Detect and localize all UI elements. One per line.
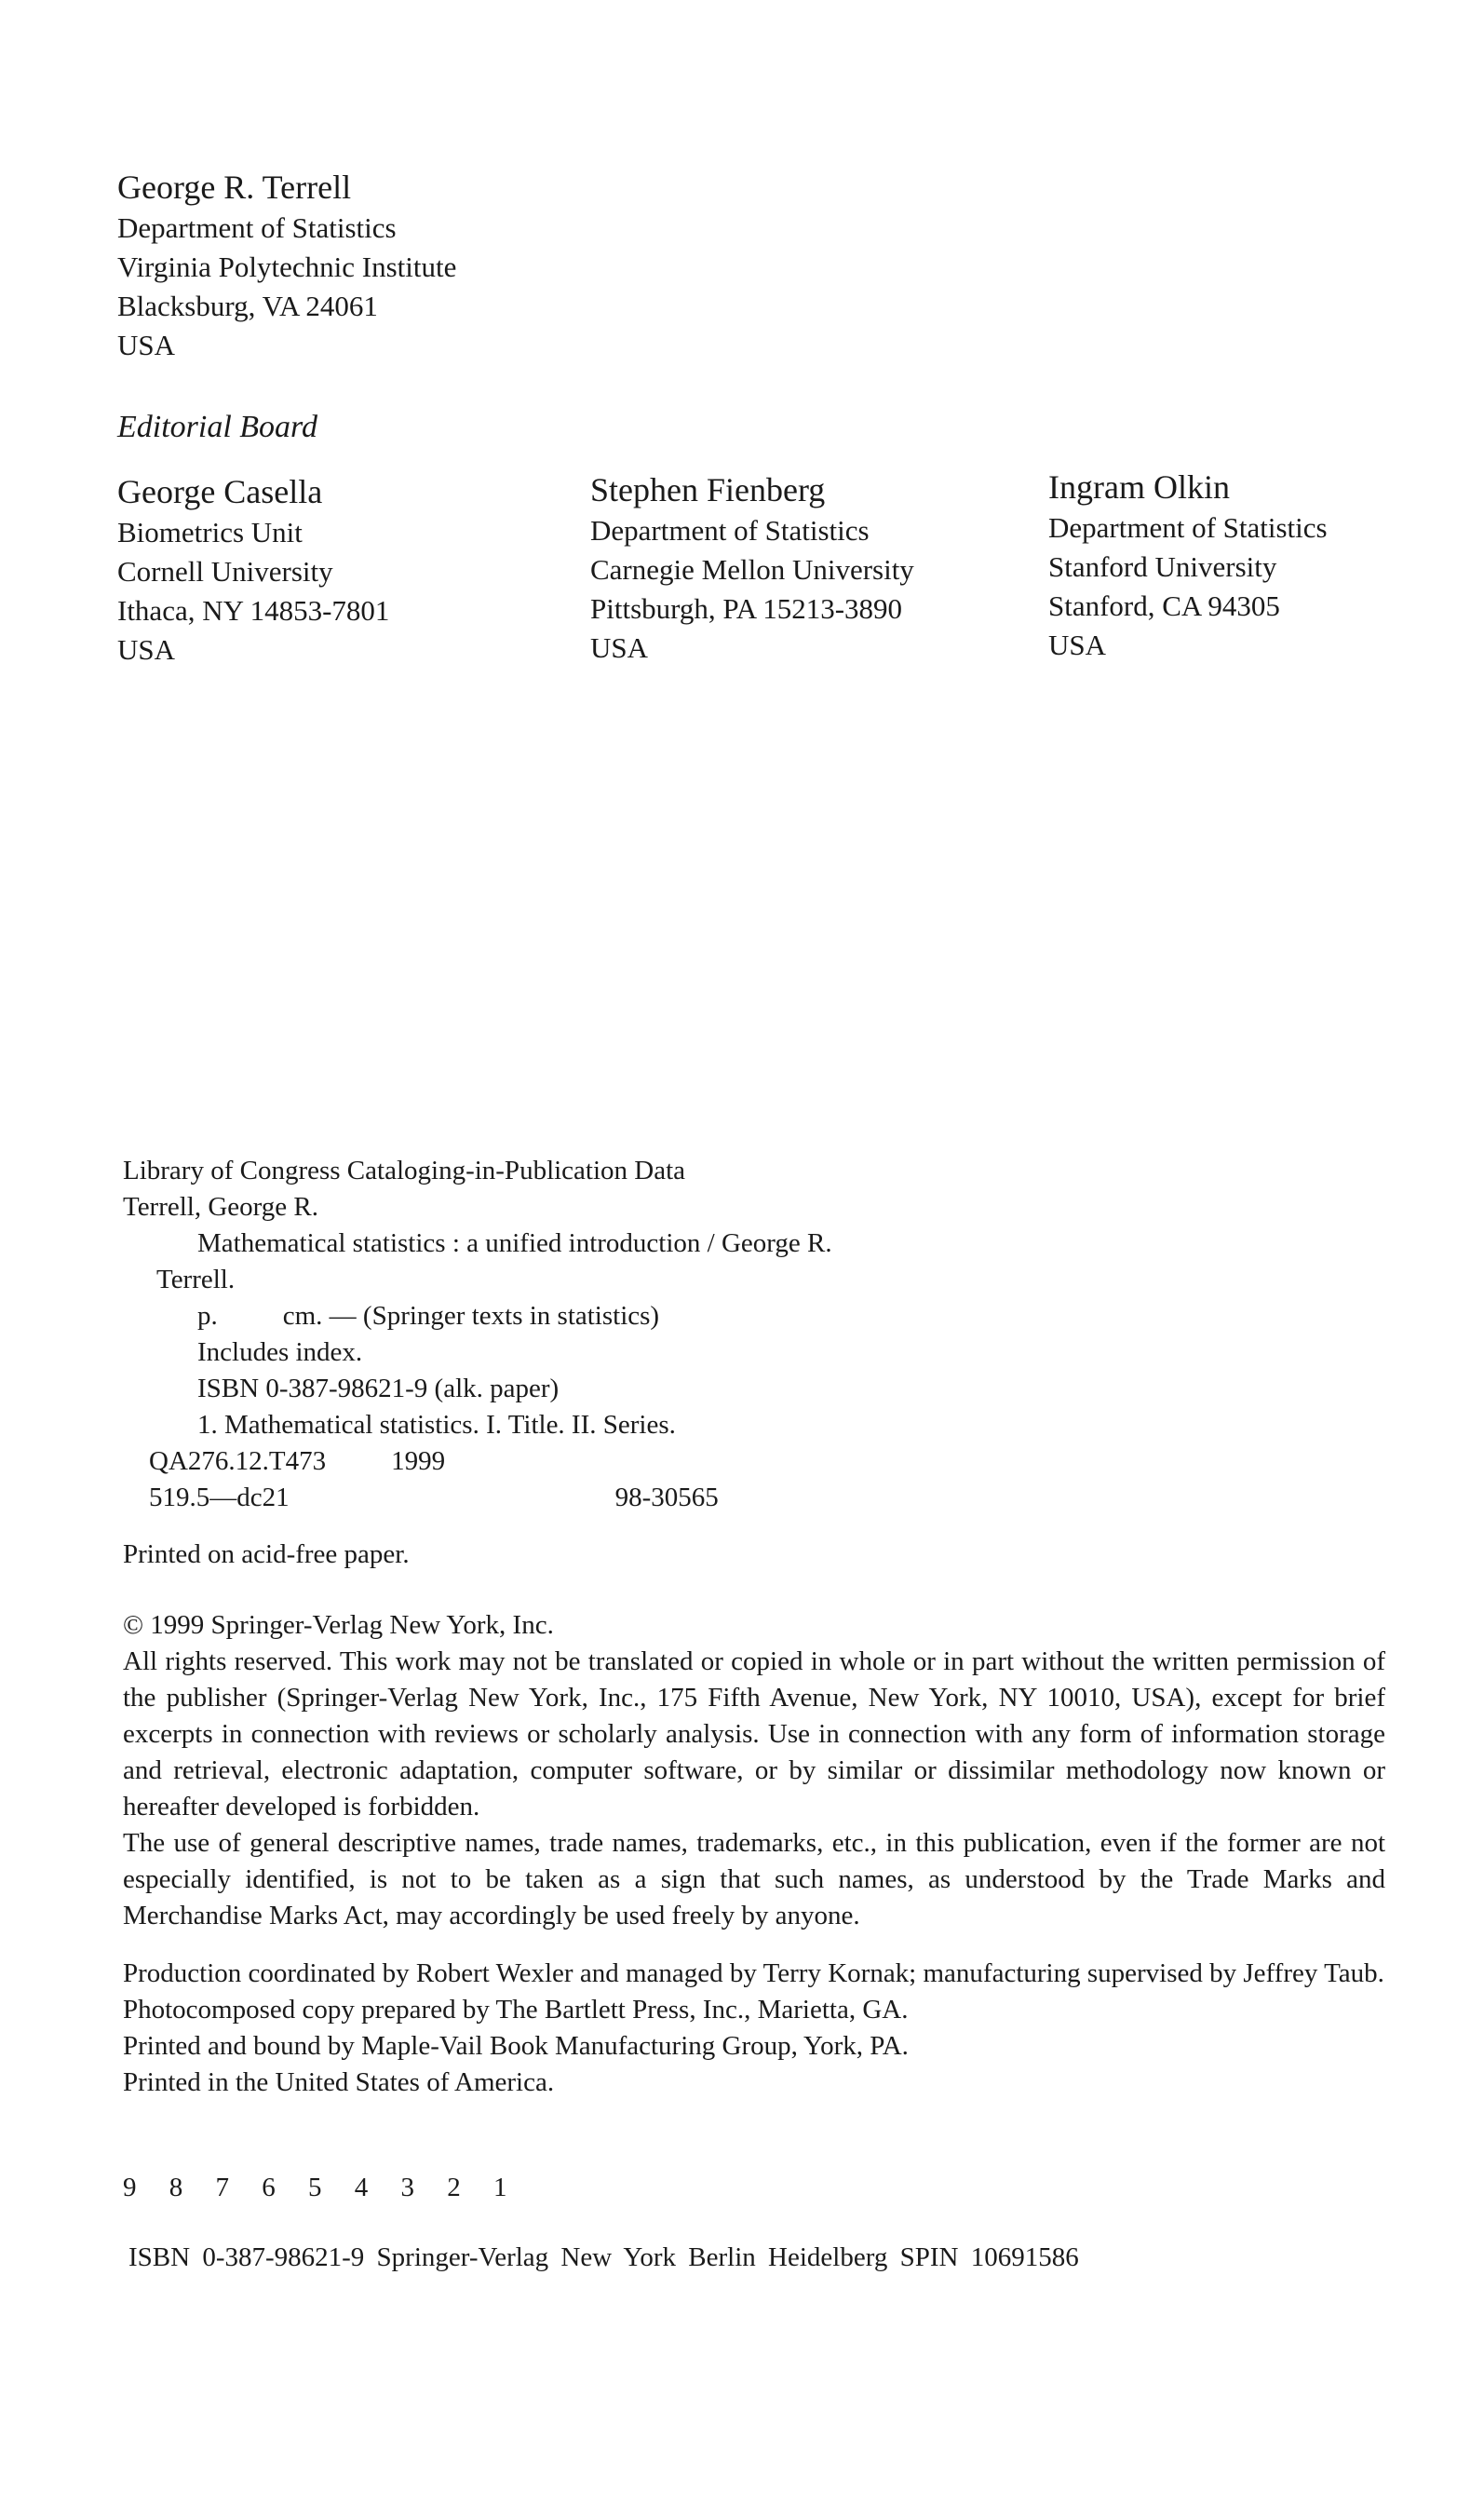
author-address-block — [117, 166, 456, 365]
author-name: George R. Terrell — [117, 169, 352, 206]
cip-dewey: 519.5—dc21 — [149, 1483, 290, 1512]
cip-heading: Library of Congress Cataloging-in-Publication Data — [123, 1156, 686, 1185]
cataloging-in-publication-data — [123, 1153, 1054, 1516]
author-department: Department of Statistics — [117, 211, 397, 244]
board-member-unit: Department of Statistics — [1048, 511, 1328, 544]
cip-call-number: QA276.12.T473 — [149, 1446, 327, 1476]
cip-year: 1999 — [391, 1446, 446, 1476]
board-member-name: Stephen Fienberg — [590, 471, 826, 508]
printing-line: 9 8 7 6 5 4 3 2 1 — [123, 2173, 520, 2202]
board-member-name: George Casella — [117, 473, 323, 510]
trademarks-paragraph: The use of general descriptive names, trade names, trademarks, etc., in this publication, even if the former are not especially identified, is not to be taken as a sign that such names, as understood by the Trade Marks and Merchandise Marks Act, may accordingly be used freely by anyone. — [123, 1828, 1385, 1930]
board-member-institution: Cornell University — [117, 555, 333, 588]
author-institution: Virginia Polytechnic Institute — [117, 251, 457, 283]
board-member-institution: Stanford University — [1048, 550, 1277, 583]
production-credits — [123, 1956, 1385, 2101]
board-member-name: Ingram Olkin — [1048, 468, 1230, 506]
copyright-notice — [123, 1607, 1385, 1934]
cip-pages-cm: cm. — (Springer texts in statistics) — [282, 1301, 660, 1331]
acid-free-notice: Printed on acid-free paper. — [123, 1539, 410, 1569]
board-member-institution: Carnegie Mellon University — [590, 553, 914, 586]
author-country: USA — [117, 329, 176, 361]
board-member-city: Stanford, CA 94305 — [1048, 589, 1280, 622]
photocomposed-credit: Photocomposed copy prepared by The Bartlett Press, Inc., Marietta, GA. — [123, 1995, 909, 2025]
board-member-city: Ithaca, NY 14853-7801 — [117, 594, 390, 627]
author-city: Blacksburg, VA 24061 — [117, 290, 378, 322]
board-member-city: Pittsburgh, PA 15213-3890 — [590, 592, 903, 625]
cip-author: Terrell, George R. — [123, 1192, 319, 1222]
board-member-country: USA — [117, 633, 176, 666]
production-credit: Production coordinated by Robert Wexler and managed by Terry Kornak; manufacturing supervised by Jeffrey Taub. — [123, 1958, 1384, 1988]
cip-index: Includes index. — [197, 1337, 363, 1367]
copyright-line: © 1999 Springer-Verlag New York, Inc. — [123, 1610, 554, 1640]
board-member-olkin — [1048, 466, 1328, 665]
cip-isbn: ISBN 0-387-98621-9 (alk. paper) — [197, 1374, 560, 1403]
cip-title-continued: Terrell. — [156, 1265, 236, 1294]
cip-dewey-line — [123, 1480, 1054, 1516]
editorial-board-heading: Editorial Board — [117, 410, 318, 444]
cip-call-number-line — [123, 1443, 1054, 1480]
isbn-spin-line: ISBN 0-387-98621-9 Springer-Verlag New York Berlin Heidelberg SPIN 10691586 — [128, 2242, 1079, 2272]
cip-subjects: 1. Mathematical statistics. I. Title. II. Series. — [197, 1410, 676, 1440]
board-member-unit: Biometrics Unit — [117, 516, 303, 548]
cip-pages — [123, 1298, 1054, 1334]
board-member-casella — [117, 470, 389, 670]
printed-in-credit: Printed in the United States of America. — [123, 2067, 555, 2097]
rights-reserved-paragraph: All rights reserved. This work may not be translated or copied in whole or in part without the written permission of the publisher (Springer-Verlag New York, Inc., 175 Fifth Avenue, New York, NY 10010, USA), except for brief excerpts in connection with reviews or scholarly analysis. Use in connection with any form of information storage and retrieval, electronic adaptation, computer software, or by similar or dissimilar methodology now known or hereafter developed is forbidden. — [123, 1646, 1385, 1822]
board-member-fienberg — [590, 468, 914, 668]
board-member-country: USA — [590, 631, 649, 664]
printed-bound-credit: Printed and bound by Maple-Vail Book Manufacturing Group, York, PA. — [123, 2031, 909, 2061]
cip-lccn: 98-30565 — [614, 1483, 719, 1512]
cip-pages-p: p. — [197, 1301, 218, 1331]
board-member-country: USA — [1048, 629, 1107, 661]
board-member-unit: Department of Statistics — [590, 514, 870, 547]
cip-title: Mathematical statistics : a unified introduction / George R. — [197, 1228, 832, 1258]
